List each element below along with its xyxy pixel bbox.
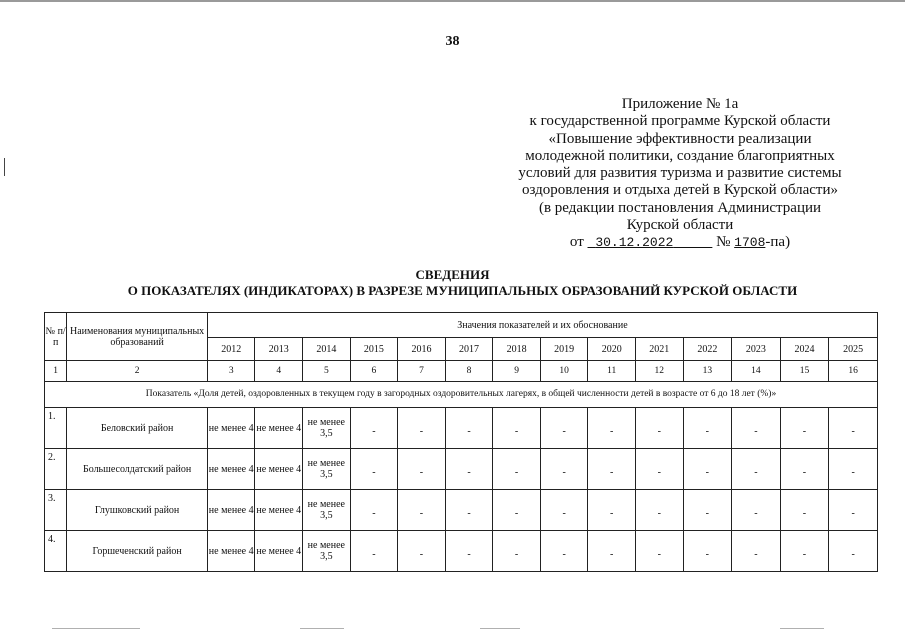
indicators-table — [44, 312, 878, 572]
resolution-suffix: -па) — [765, 234, 791, 251]
column-number: 3 — [207, 361, 255, 382]
value-dash: - — [705, 548, 709, 560]
page-top-border — [0, 0, 905, 2]
appendix-line-2: к государственной программе Курской области — [529, 113, 831, 130]
appendix-line-1: Приложение № 1а — [621, 96, 739, 112]
value-dash: - — [514, 425, 519, 437]
scan-bottom-mark — [52, 628, 140, 629]
value-dash: - — [610, 548, 614, 560]
table-row — [45, 531, 878, 572]
value-dash: - — [802, 425, 807, 437]
from-label: от — [569, 234, 584, 251]
value-dash: - — [419, 425, 424, 437]
header-municipality: Наименования муниципальных образований — [67, 313, 208, 361]
year-header: 2019 — [540, 338, 588, 361]
value-dash: - — [657, 507, 661, 519]
year-header: 2023 — [732, 338, 781, 361]
column-number: 10 — [540, 361, 588, 382]
appendix-line-3: «Повышение эффективности реализации — [548, 130, 812, 147]
value-dash: - — [851, 548, 855, 560]
column-number: 15 — [780, 361, 829, 382]
municipality-name: Беловский район — [67, 408, 208, 449]
row-number: 4. — [45, 531, 67, 572]
value-dash: - — [657, 425, 661, 437]
value-2014: не менее 3,5 — [303, 449, 351, 490]
column-number: 16 — [829, 361, 878, 382]
value-dash: - — [802, 507, 807, 519]
appendix-date-line — [500, 234, 860, 251]
value-2013: не менее 4 — [255, 531, 303, 572]
value-dash: - — [657, 548, 661, 560]
value-dash: - — [419, 507, 424, 519]
value-dash: - — [705, 466, 709, 478]
value-dash: - — [754, 548, 758, 560]
value-dash: - — [610, 466, 614, 478]
number-label: № — [716, 234, 731, 251]
value-dash: - — [467, 425, 471, 437]
municipality-name: Горшеченский район — [67, 531, 208, 572]
value-dash: - — [657, 466, 661, 478]
year-header: 2014 — [303, 338, 351, 361]
column-number: 5 — [303, 361, 351, 382]
column-number: 6 — [350, 361, 398, 382]
scan-bottom-mark — [480, 628, 520, 629]
column-number: 13 — [683, 361, 732, 382]
value-2012: не менее 4 — [207, 490, 255, 531]
header-number: № п/п — [45, 313, 67, 361]
year-header: 2016 — [398, 338, 446, 361]
value-dash: - — [802, 466, 807, 478]
year-header: 2012 — [207, 338, 255, 361]
row-number: 1. — [45, 408, 67, 449]
municipality-name: Большесолдатский район — [67, 449, 208, 490]
resolution-number: 1708 — [734, 235, 766, 251]
value-dash: - — [610, 425, 614, 437]
value-dash: - — [467, 507, 471, 519]
column-number: 4 — [255, 361, 303, 382]
indicator-row — [45, 382, 878, 408]
value-dash: - — [754, 466, 758, 478]
indicator-text: Показатель «Доля детей, оздоровленных в текущем году в загородных оздоровительных лагерях, в общей численности детей в возрасте от 6 до 18 лет (%)» — [45, 382, 878, 408]
value-dash: - — [754, 425, 758, 437]
value-dash: - — [372, 548, 376, 560]
column-number: 14 — [732, 361, 781, 382]
table-row — [45, 408, 878, 449]
value-dash: - — [372, 425, 376, 437]
value-dash: - — [562, 425, 566, 437]
page-number: 38 — [445, 34, 460, 49]
year-header: 2013 — [255, 338, 303, 361]
year-header: 2017 — [445, 338, 493, 361]
value-dash: - — [705, 425, 709, 437]
value-2014: не менее 3,5 — [303, 490, 351, 531]
appendix-line-6: оздоровления и отдыха детей в Курской области» — [522, 182, 838, 199]
value-dash: - — [851, 425, 855, 437]
value-2013: не менее 4 — [255, 490, 303, 531]
scan-bottom-mark — [780, 628, 824, 629]
row-number: 3. — [45, 490, 67, 531]
year-header: 2015 — [350, 338, 398, 361]
appendix-line-7: (в редакции постановления Администрации — [538, 199, 822, 216]
column-number: 12 — [635, 361, 683, 382]
value-dash: - — [562, 507, 566, 519]
appendix-line-5: условий для развития туризма и развитие системы — [518, 165, 842, 182]
value-dash: - — [372, 466, 376, 478]
value-dash: - — [372, 507, 376, 519]
year-header: 2020 — [588, 338, 636, 361]
value-2012: не менее 4 — [207, 408, 255, 449]
column-number: 8 — [445, 361, 493, 382]
value-dash: - — [514, 548, 519, 560]
value-2012: не менее 4 — [207, 449, 255, 490]
value-2013: не менее 4 — [255, 449, 303, 490]
header-values: Значения показателей и их обоснование — [207, 313, 877, 338]
value-dash: - — [562, 466, 566, 478]
table-row — [45, 449, 878, 490]
value-dash: - — [419, 466, 424, 478]
value-dash: - — [851, 466, 855, 478]
value-2013: не менее 4 — [255, 408, 303, 449]
appendix-line-8: Курской области — [626, 217, 734, 234]
column-number: 11 — [588, 361, 636, 382]
value-2014: не менее 3,5 — [303, 408, 351, 449]
column-number: 1 — [45, 361, 67, 382]
value-dash: - — [419, 548, 424, 560]
document-subtitle: О ПОКАЗАТЕЛЯХ (ИНДИКАТОРАХ) В РАЗРЕЗЕ МУНИЦИПАЛЬНЫХ ОБРАЗОВАНИЙ КУРСКОЙ ОБЛАСТИ — [127, 283, 798, 298]
value-dash: - — [705, 507, 709, 519]
year-header: 2025 — [829, 338, 878, 361]
year-header: 2024 — [780, 338, 829, 361]
appendix-block — [500, 96, 860, 252]
municipality-name: Глушковский район — [67, 490, 208, 531]
year-header: 2021 — [635, 338, 683, 361]
value-dash: - — [851, 507, 855, 519]
resolution-date: 30.12.2022 — [595, 235, 674, 251]
value-dash: - — [562, 548, 566, 560]
value-dash: - — [514, 466, 519, 478]
value-dash: - — [610, 507, 614, 519]
table-row — [45, 490, 878, 531]
year-header: 2018 — [493, 338, 541, 361]
value-dash: - — [514, 507, 519, 519]
value-dash: - — [467, 466, 471, 478]
value-2012: не менее 4 — [207, 531, 255, 572]
column-number: 2 — [67, 361, 208, 382]
column-numbers-row — [45, 361, 878, 382]
value-dash: - — [467, 548, 471, 560]
column-number: 7 — [398, 361, 446, 382]
scan-margin-mark — [4, 158, 5, 176]
appendix-line-4: молодежной политики, создание благоприятных — [525, 147, 835, 164]
value-dash: - — [802, 548, 807, 560]
scan-bottom-mark — [300, 628, 344, 629]
column-number: 9 — [493, 361, 541, 382]
row-number: 2. — [45, 449, 67, 490]
value-2014: не менее 3,5 — [303, 531, 351, 572]
year-header: 2022 — [683, 338, 732, 361]
document-title: СВЕДЕНИЯ — [415, 267, 490, 282]
value-dash: - — [754, 507, 758, 519]
